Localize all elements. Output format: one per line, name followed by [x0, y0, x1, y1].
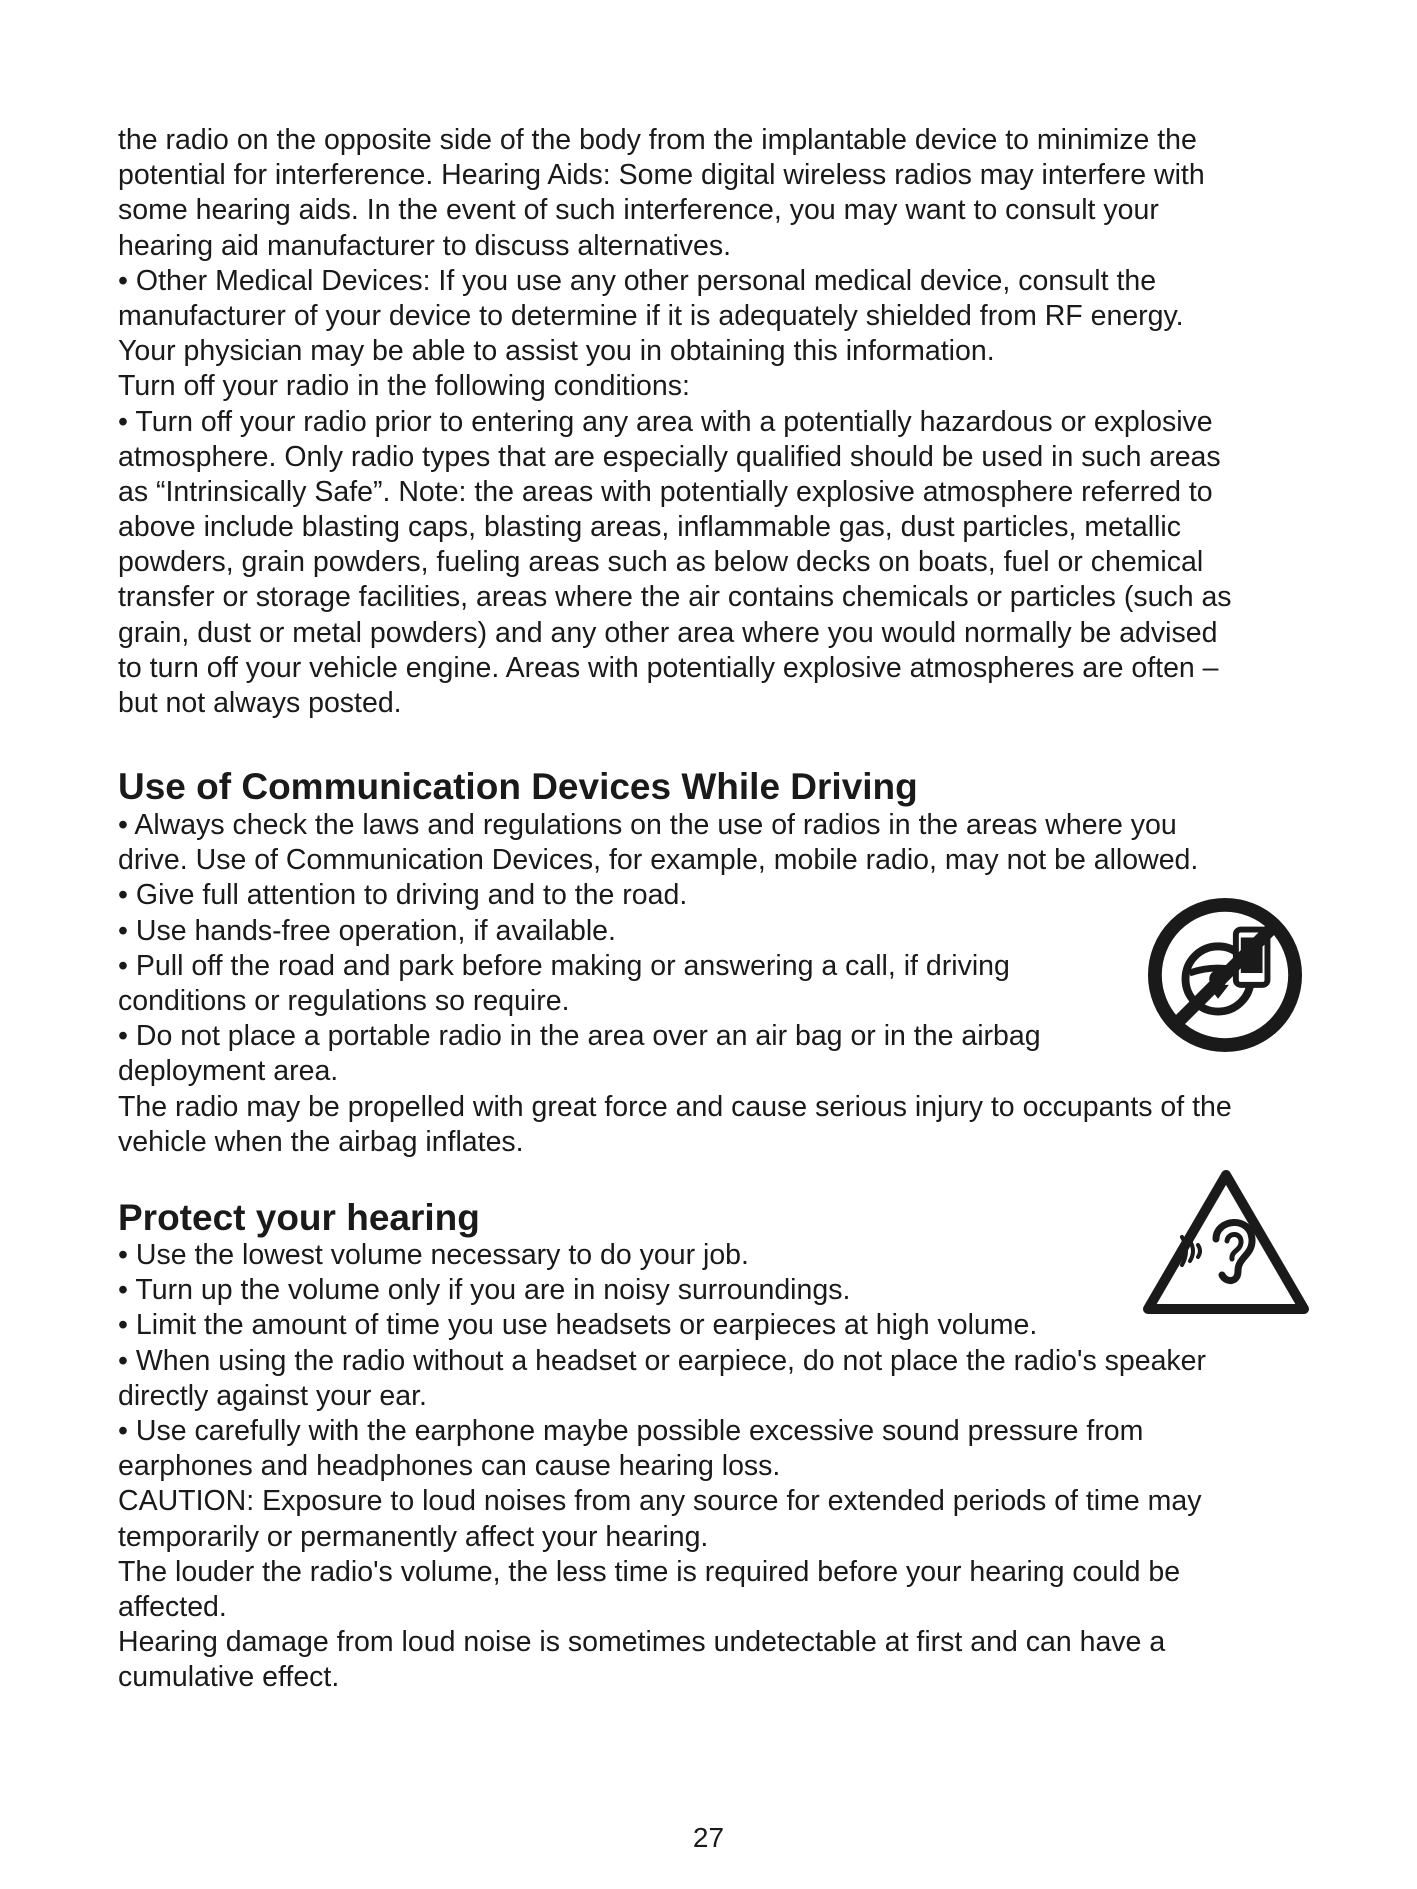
hearing-section-text — [118, 1238, 1313, 1695]
text-line: directly against your ear. — [118, 1379, 427, 1412]
text-line: earphones and headphones can cause hearing loss. — [118, 1450, 781, 1483]
text-line: vehicle when the airbag inflates. — [118, 1125, 524, 1158]
text-line: grain, dust or metal powders) and any other area where you would normally be advised — [118, 616, 1218, 649]
bullet-line: • Give full attention to driving and to the road. — [118, 879, 688, 912]
bullet-line: • Other Medical Devices: If you use any other personal medical device, consult the — [118, 264, 1157, 297]
page-number: 27 — [692, 1822, 725, 1853]
text-line: affected. — [118, 1590, 227, 1623]
text-line: hearing aid manufacturer to discuss alternatives. — [118, 229, 732, 262]
text-line: The louder the radio's volume, the less time is required before your hearing could be — [118, 1555, 1181, 1588]
text-line: above include blasting caps, blasting areas, inflammable gas, dust particles, metallic — [118, 511, 1181, 544]
text-line: as “Intrinsically Safe”. Note: the areas with potentially explosive atmosphere referred to — [118, 475, 1213, 508]
intro-text — [118, 123, 1313, 721]
text-line: cumulative effect. — [118, 1661, 340, 1694]
bullet-line: • Turn up the volume only if you are in noisy surroundings. — [118, 1274, 851, 1307]
bullet-line: • Pull off the road and park before making or answering a call, if driving — [118, 949, 1010, 982]
text-line: Hearing damage from loud noise is sometimes undetectable at first and can have a — [118, 1626, 1166, 1659]
text-line: manufacturer of your device to determine if it is adequately shielded from RF energy. — [118, 299, 1184, 332]
text-line: Your physician may be able to assist you in obtaining this information. — [118, 335, 995, 368]
text-line: drive. Use of Communication Devices, for example, mobile radio, may not be allowed. — [118, 844, 1199, 877]
text-line: Turn off your radio in the following conditions: — [118, 370, 690, 403]
text-line: transfer or storage facilities, areas where the air contains chemicals or particles (such as — [118, 581, 1232, 614]
bullet-line: • Always check the laws and regulations on the use of radios in the areas where you — [118, 809, 1177, 841]
bullet-line: • When using the radio without a headset or earpiece, do not place the radio's speaker — [118, 1344, 1207, 1377]
caution-line: CAUTION: Exposure to loud noises from any source for extended periods of time may — [118, 1485, 1202, 1518]
text-line: powders, grain powders, fueling areas such as below decks on boats, fuel or chemical — [118, 546, 1204, 579]
no-phone-while-driving-icon — [1146, 896, 1304, 1054]
bullet-line: • Turn off your radio prior to entering any area with a potentially hazardous or explosive — [118, 405, 1213, 438]
hearing-section-heading: Protect your hearing — [118, 1197, 480, 1238]
bullet-line: • Use hands-free operation, if available. — [118, 914, 616, 947]
driving-section-text — [118, 808, 1313, 1160]
text-line: The radio may be propelled with great force and cause serious injury to occupants of the — [118, 1090, 1232, 1123]
bullet-line: • Use carefully with the earphone maybe possible excessive sound pressure from — [118, 1414, 1144, 1447]
text-line: the radio on the opposite side of the body from the implantable device to minimize the — [118, 124, 1197, 156]
text-line: conditions or regulations so require. — [118, 984, 570, 1017]
bullet-line: • Limit the amount of time you use headsets or earpieces at high volume. — [118, 1309, 1038, 1342]
text-line: to turn off your vehicle engine. Areas with potentially explosive atmospheres are often – — [118, 651, 1219, 684]
text-line: but not always posted. — [118, 687, 402, 719]
driving-section-heading: Use of Communication Devices While Driving — [118, 766, 918, 807]
text-line: temporarily or permanently affect your hearing. — [118, 1520, 709, 1553]
bullet-line: • Do not place a portable radio in the area over an air bag or in the airbag — [118, 1020, 1041, 1053]
text-line: atmosphere. Only radio types that are especially qualified should be used in such areas — [118, 440, 1221, 473]
text-line: some hearing aids. In the event of such interference, you may want to consult your — [118, 194, 1159, 227]
bullet-line: • Use the lowest volume necessary to do your job. — [118, 1239, 749, 1271]
text-line: deployment area. — [118, 1055, 339, 1088]
text-line: potential for interference. Hearing Aids: Some digital wireless radios may interfere with — [118, 159, 1205, 192]
